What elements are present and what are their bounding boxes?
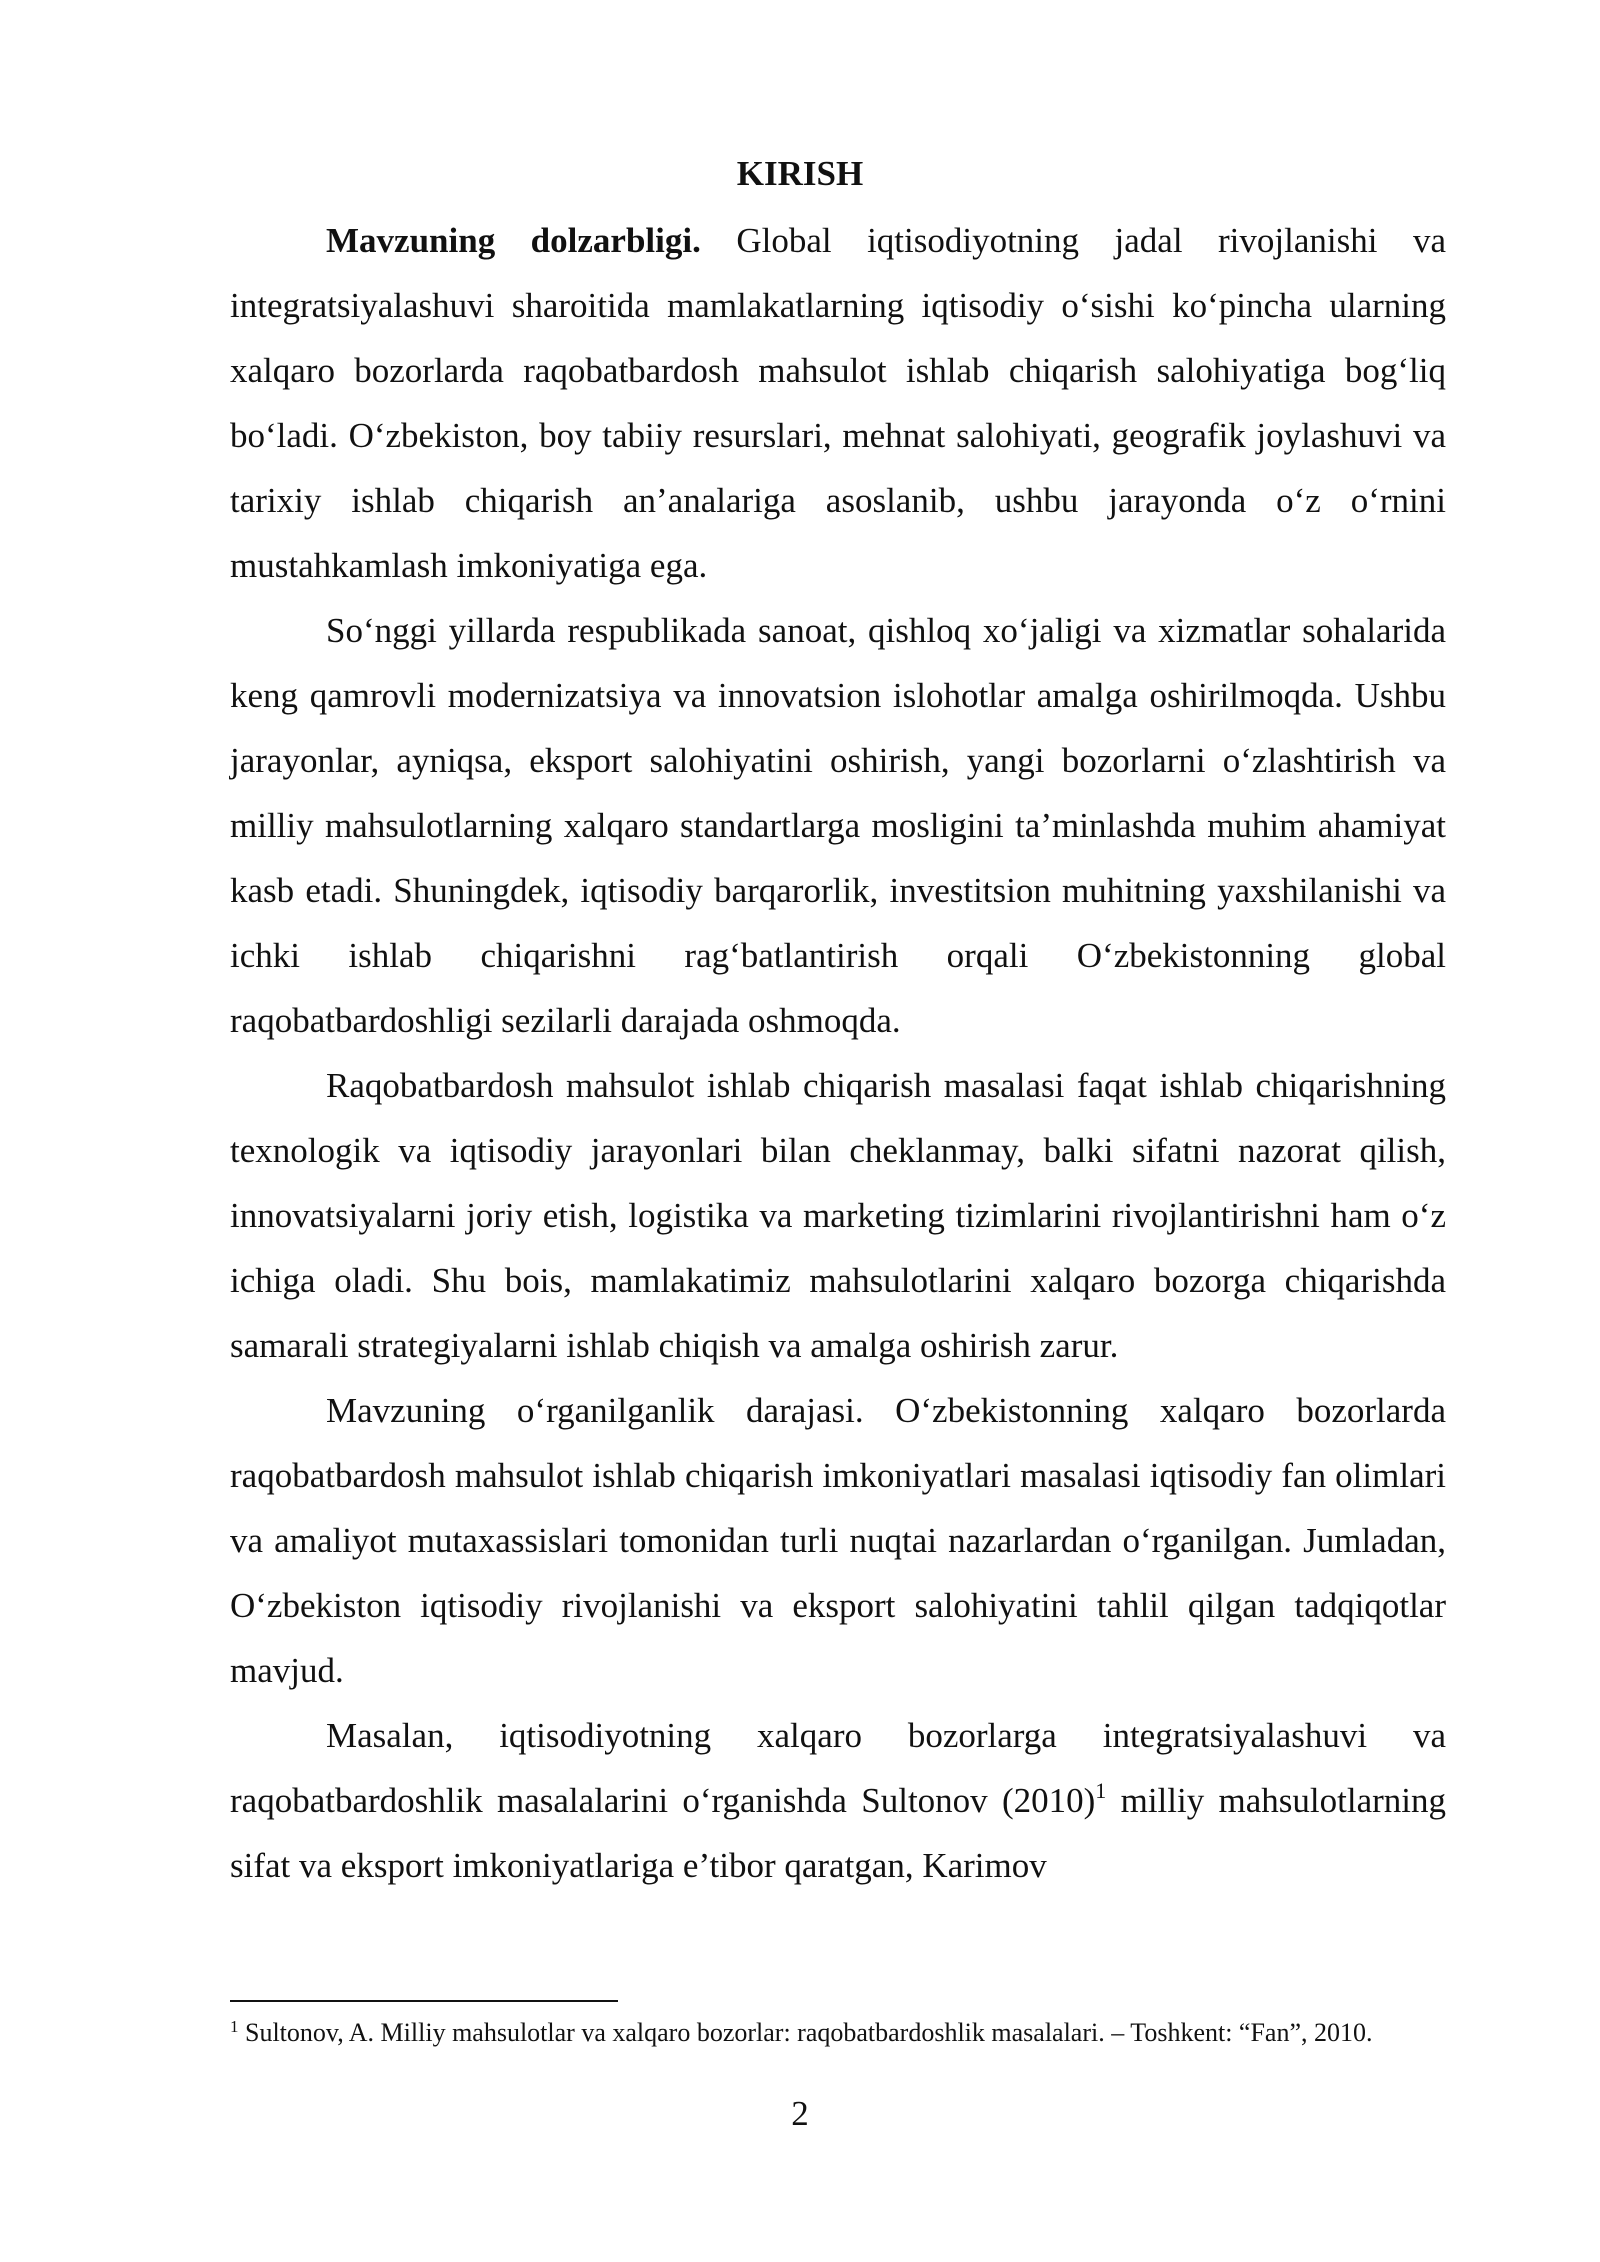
footnote-text: Sultonov, A. Milliy mahsulotlar va xalqaro bozorlar: raqobatbardoshlik masalalari. – Toshkent: “Fan”, 2010. — [238, 2018, 1373, 2047]
paragraph-competitiveness: Raqobatbardosh mahsulot ishlab chiqarish masalasi faqat ishlab chiqarishning texnologik va iqtisodiy jarayonlari bilan cheklanmay, balki sifatni nazorat qilish, innovatsiyalarni joriy etish, logistika va marketing tizimlarini rivojlantirishni ham o‘z ichiga oladi. Shu bois, mamlakatimiz mahsulotlarini xalqaro bozorga chiqarishda samarali strategiyalarni ishlab chiqish va amalga oshirish zarur. — [230, 1066, 1446, 1365]
paragraph-text: Masalan, iqtisodiyotning xalqaro bozorlarga integratsiyalashuvi va raqobatbardoshlik masalalarini o‘rganishda Sultonov (2010) — [230, 1716, 1446, 1820]
footnote-reference[interactable]: 1 — [1095, 1778, 1107, 1803]
footnote-marker: 1 — [230, 2017, 239, 2036]
page-number: 2 — [791, 2094, 809, 2133]
paragraph-literature — [230, 1703, 1446, 1898]
footnote — [230, 2016, 1446, 2049]
body-text — [230, 208, 1446, 1898]
section-heading: KIRISH — [736, 154, 864, 193]
paragraph-text: Global iqtisodiyotning jadal rivojlanishi va integratsiyalashuvi sharoitida mamlakatlarning iqtisodiy o‘sishi ko‘pincha ularning xalqaro bozorlarda raqobatbardosh mahsulot ishlab chiqarish salohiyatiga bog‘liq bo‘ladi. O‘zbekiston, boy tabiiy resurslari, mehnat salohiyati, geografik joylashuvi va tarixiy ishlab chiqarish an’analariga asoslanib, ushbu jarayonda o‘z o‘rnini mustahkamlash imkoniyatiga ega. — [230, 221, 1446, 585]
paragraph-study-degree: Mavzuning o‘rganilganlik darajasi. O‘zbekistonning xalqaro bozorlarda raqobatbardosh mahsulot ishlab chiqarish imkoniyatlari masalasi iqtisodiy fan olimlari va amaliyot mutaxassislari tomonidan turli nuqtai nazarlardan o‘rganilgan. Jumladan, O‘zbekiston iqtisodiy rivojlanishi va eksport salohiyatini tahlil qilgan tadqiqotlar mavjud. — [230, 1391, 1446, 1690]
footnote-divider — [230, 2000, 618, 2002]
paragraph-lead: Mavzuning dolzarbligi. — [326, 221, 701, 260]
paragraph-relevance — [230, 208, 1446, 598]
paragraph-reforms: So‘nggi yillarda respublikada sanoat, qishloq xo‘jaligi va xizmatlar sohalarida keng qamrovli modernizatsiya va innovatsion islohotlar amalga oshirilmoqda. Ushbu jarayonlar, ayniqsa, eksport salohiyatini oshirish, yangi bozorlarni o‘zlashtirish va milliy mahsulotlarning xalqaro standartlarga mosligini ta’minlashda muhim ahamiyat kasb etadi. Shuningdek, iqtisodiy barqarorlik, investitsion muhitning yaxshilanishi va ichki ishlab chiqarishni rag‘batlantirish orqali O‘zbekistonning global raqobatbardoshligi sezilarli darajada oshmoqda. — [230, 611, 1446, 1040]
paragraph-text: milliy mahsulotlarning sifat va eksport imkoniyatlariga e’tibor qaratgan, Karimov — [230, 1781, 1446, 1885]
